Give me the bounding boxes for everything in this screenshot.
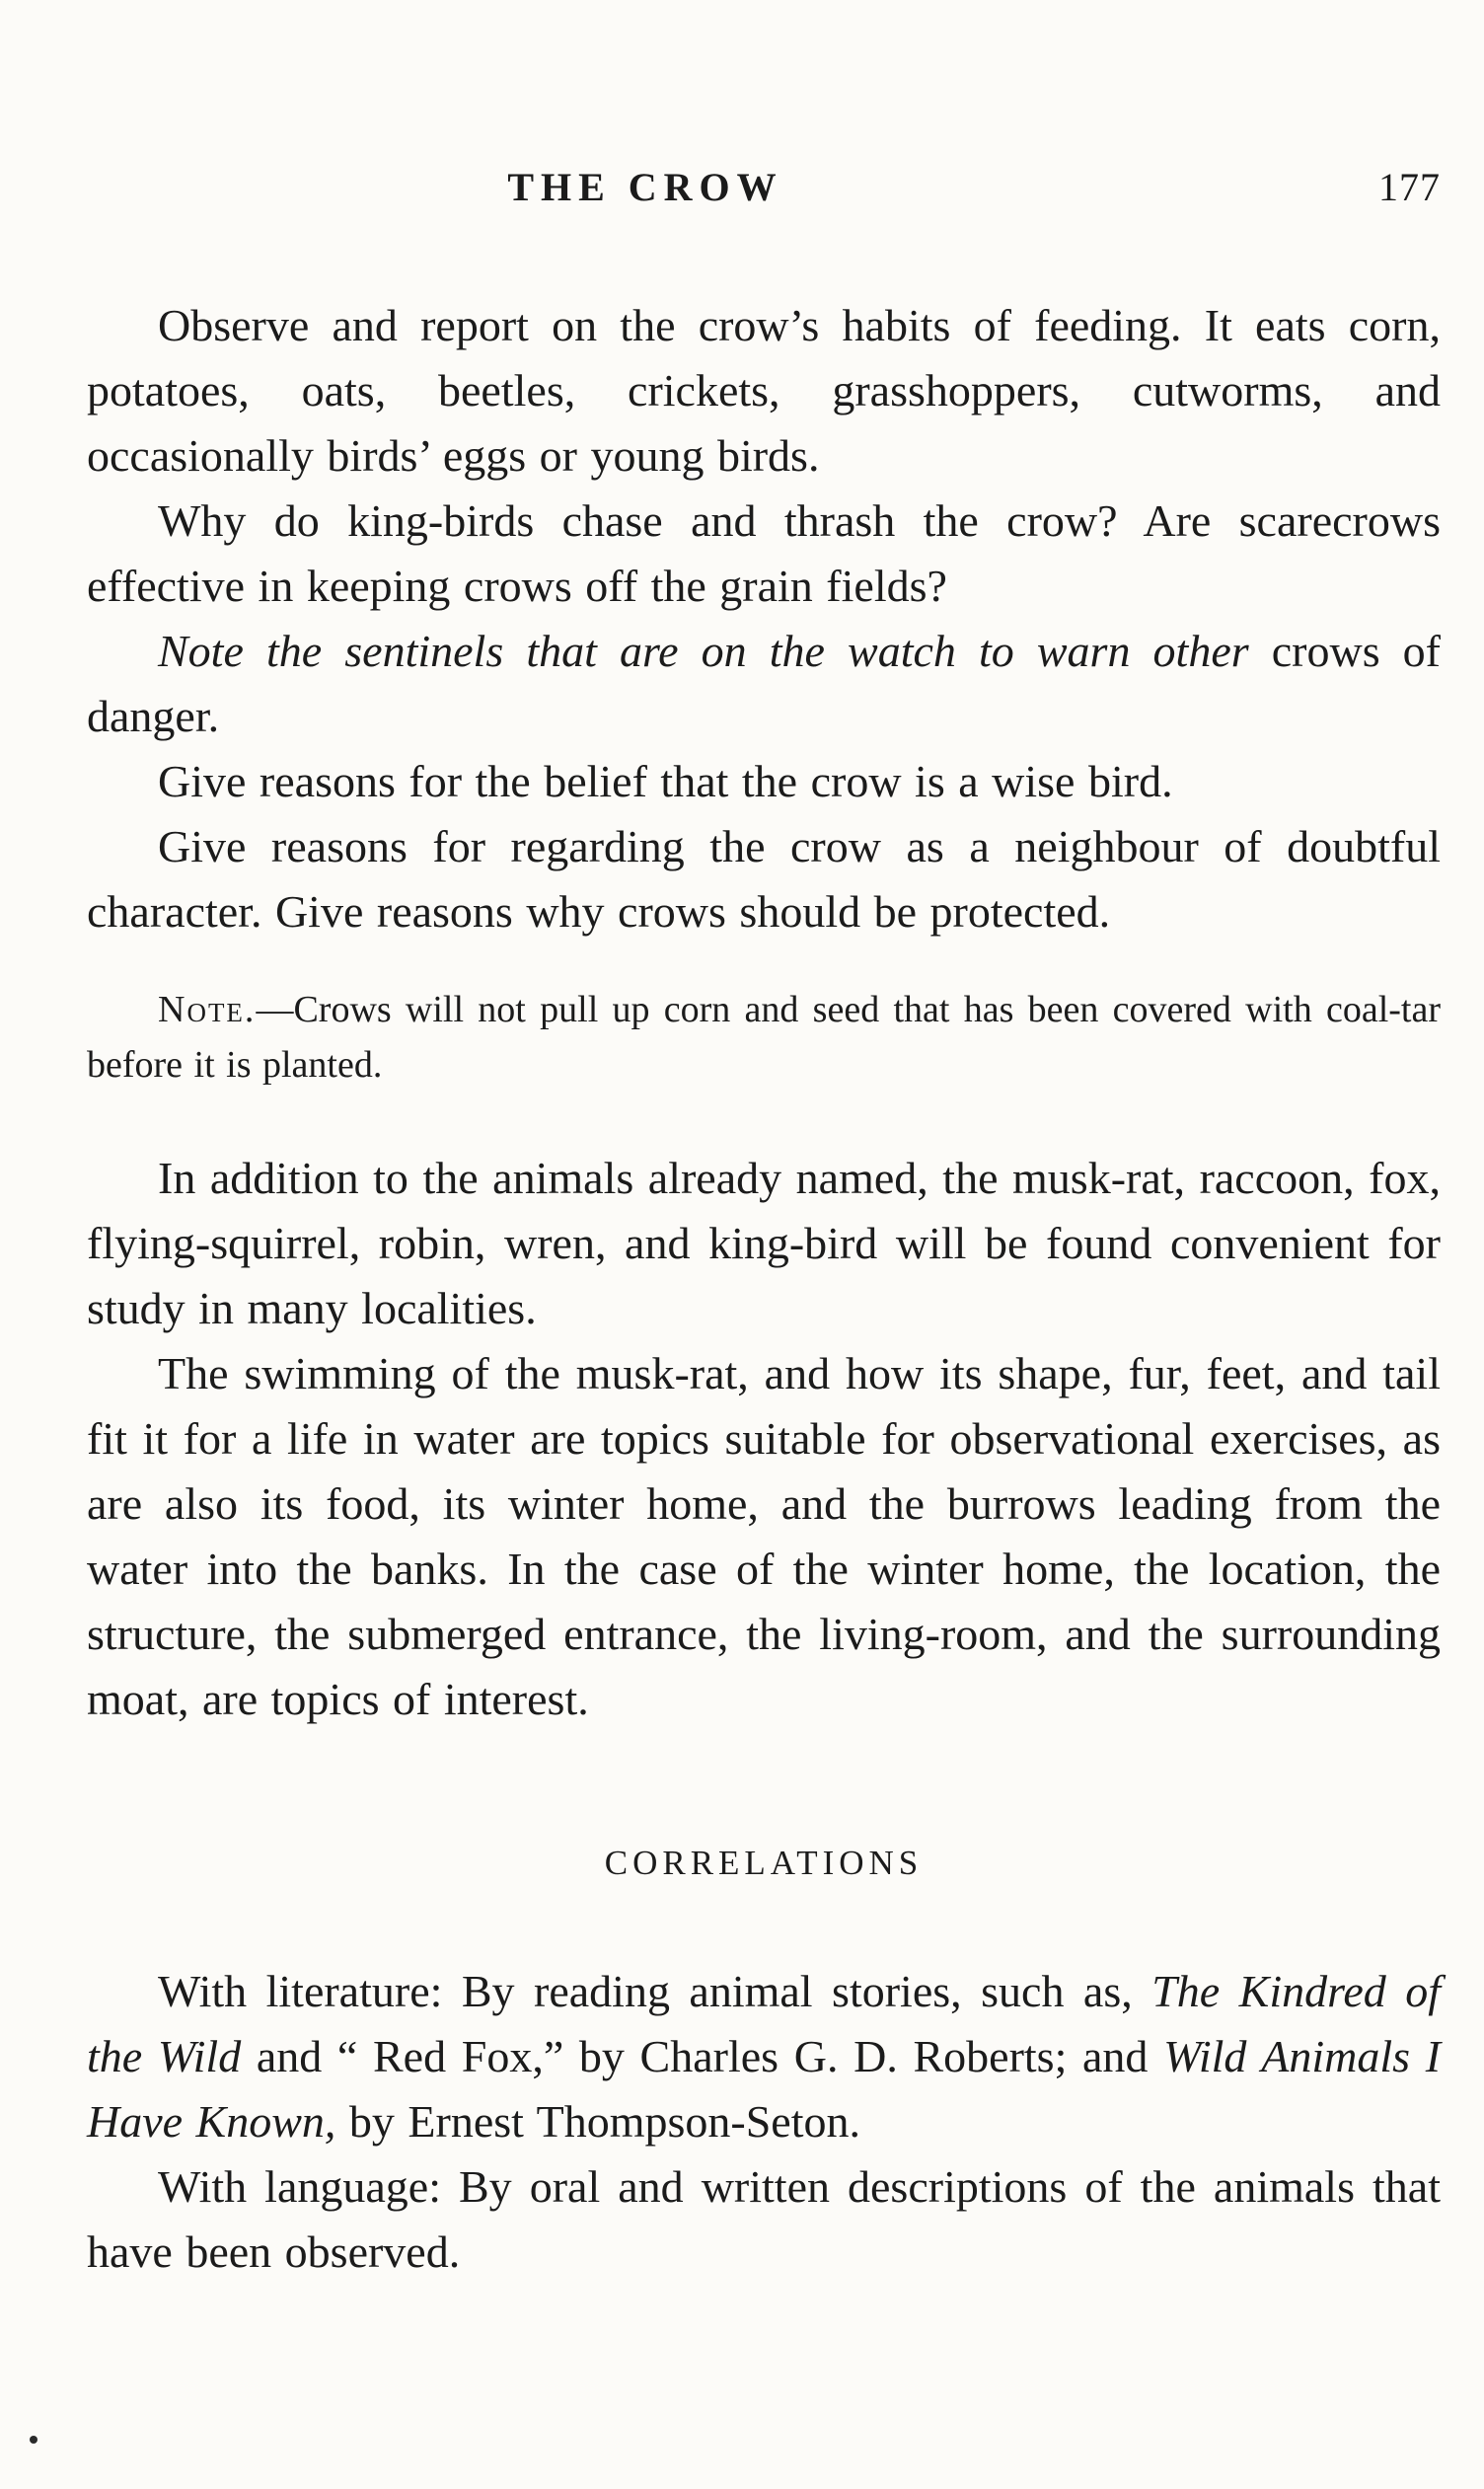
- text-run: Give reasons for regarding the crow as a neighbour of doubtful character. Give reasons why crows should be protected.: [87, 821, 1454, 937]
- paragraph-with-language: [87, 2154, 1454, 2285]
- page-number: 177: [1378, 165, 1441, 209]
- paragraph-wise-bird: [87, 749, 1441, 814]
- paragraph-other-animals: [87, 1146, 1454, 1341]
- paragraph-feeding-habits: [87, 293, 1454, 489]
- text-run: Note the sentinels that are on the watch to warn other: [158, 626, 1272, 676]
- text-run: CORRELATIONS: [604, 1844, 924, 1882]
- text-run: —Crows will not pull up corn and seed that has been covered with coal-tar before it is planted.: [87, 989, 1452, 1086]
- paragraph-kingbirds-scarecrows: [87, 489, 1454, 619]
- section-heading-correlations: [87, 1831, 1441, 1896]
- text-run: The Kindred of the Wild: [87, 1966, 1454, 2081]
- paragraph-muskrat-study: [87, 1341, 1454, 1732]
- text-run: The swimming of the musk-rat, and how its shape, fur, feet, and tail fit it for a life in water are topics suitable for observational exercises, as are also its food, its winter home, and the burrows leading from the water into the banks. In the case of the winter home, the location, the structure, the submerged entrance, the living-room, and the surrounding moat, are topics of interest.: [87, 1348, 1454, 1724]
- print-artifact-dot: [30, 2436, 37, 2444]
- text-run: Note.: [158, 989, 257, 1030]
- text-run: Wild Animals I Have Known,: [87, 2031, 1454, 2147]
- text-run: crows of danger.: [87, 626, 1454, 741]
- paragraph-sentinels: [87, 619, 1454, 749]
- text-run: Observe and report on the crow’s habits of feeding. It eats corn, potatoes, oats, beetles, crickets, grasshoppers, cutworms, and occasionally birds’ eggs or young birds.: [87, 300, 1454, 481]
- text-run: With language: By oral and written descriptions of the animals that have been observed.: [87, 2161, 1454, 2277]
- page-body: [87, 293, 1454, 2285]
- text-run: With literature: By reading animal stories, such as,: [158, 1966, 1152, 2016]
- text-run: and “ Red Fox,” by Charles G. D. Roberts; and: [241, 2031, 1164, 2081]
- page-content: [87, 164, 1454, 2285]
- text-run: Why do king-birds chase and thrash the crow? Are scarecrows effective in keeping crows off the grain fields?: [87, 495, 1454, 611]
- text-run: Give reasons for the belief that the crow is a wise bird.: [158, 756, 1173, 806]
- text-run: In addition to the animals already named, the musk-rat, raccoon, fox, flying-squirrel, robin, wren, and king-bird will be found convenient for study in many localities.: [87, 1153, 1454, 1333]
- page-header: [87, 164, 1441, 210]
- paragraph-with-literature: [87, 1959, 1454, 2154]
- paragraph-neighbour-doubtful-character: [87, 814, 1454, 944]
- text-run: by Ernest Thompson-Seton.: [335, 2096, 860, 2147]
- note-coal-tar: [87, 982, 1452, 1093]
- running-title: THE CROW: [507, 165, 783, 209]
